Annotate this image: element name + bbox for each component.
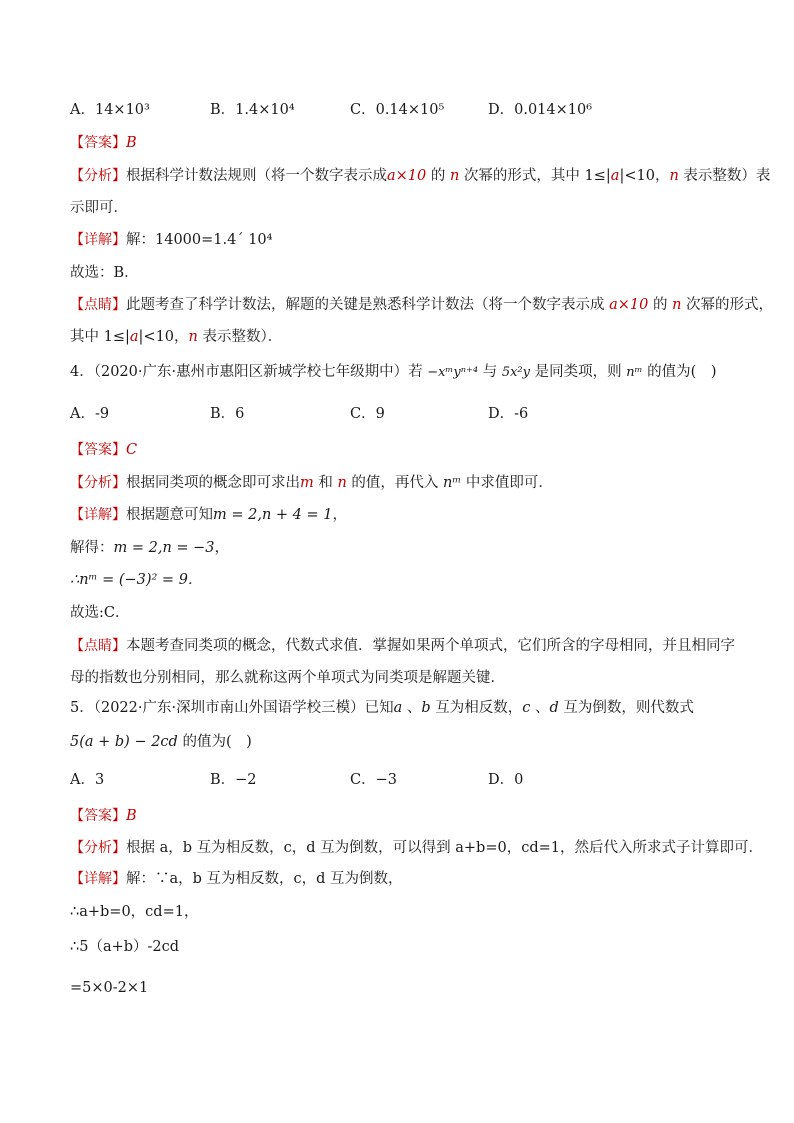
q4-detail (70, 505, 724, 525)
math-expr: a×10 (387, 168, 427, 184)
q3-comment-line1 (70, 295, 774, 315)
math-var: n (669, 168, 679, 184)
q4-analysis (70, 473, 724, 493)
analysis-text: 的值，再代入 (346, 475, 444, 491)
q4-comment-line1 (70, 636, 735, 656)
question-text: 互为相反数， (430, 700, 523, 716)
q4-option-d: D．-6 (488, 406, 529, 422)
comment-text: 其中 1≤| (70, 329, 130, 345)
question-text: 与 (478, 364, 502, 380)
answer-label: 【答案】 (70, 135, 126, 151)
math-var: b (421, 700, 431, 716)
analysis-text: 的 (426, 168, 450, 184)
question-text: 5．（2022·广东·深圳市南山外国语学校三模）已知 (70, 700, 394, 716)
question-text: 是同类项，则 (529, 364, 627, 380)
q5-answer (70, 806, 724, 826)
detail-text: ， (332, 507, 347, 523)
analysis-label: 【分析】 (70, 840, 126, 856)
solve-text: ， (214, 540, 230, 556)
q4-therefore: ∴nᵐ = (−3)² = 9． (70, 572, 203, 588)
math-var: n (188, 329, 198, 345)
q5-option-c: C．−3 (350, 772, 397, 788)
comment-label: 【点睛】 (70, 638, 126, 654)
comment-text: 次幂的形式， (681, 297, 774, 313)
q3-detail (70, 230, 724, 250)
question-text: 的值为( ) (642, 364, 717, 380)
q5-stem-line2 (70, 732, 724, 752)
analysis-text: |<10， (619, 168, 670, 184)
question-text: 、 (530, 700, 550, 716)
q5-detail (70, 869, 724, 889)
math-var: d (549, 700, 559, 716)
q5-step1: ∴a+b=0，cd=1， (70, 904, 199, 920)
analysis-text: 根据科学计数法规则（将一个数字表示成 (126, 168, 387, 184)
question-text: 4．（2020·广东·惠州市惠阳区新城学校七年级期中）若 (70, 364, 428, 380)
q4-option-b: B．6 (210, 406, 245, 422)
answer-label: 【答案】 (70, 442, 126, 458)
q4-comment-line2: 母的指数也分别相同，那么就称这两个单项式为同类项是解题关键． (70, 670, 505, 686)
detail-text: 根据题意可知 (126, 507, 213, 523)
q3-analysis-line1 (70, 166, 771, 186)
question-text: 、 (402, 700, 422, 716)
answer-value: C (126, 442, 138, 458)
comment-text: |<10， (138, 329, 189, 345)
answer-label: 【答案】 (70, 808, 126, 824)
q4-option-a: A．-9 (70, 406, 110, 422)
q5-analysis (70, 838, 763, 858)
question-text: 的值为( ) (177, 734, 252, 750)
detail-label: 【详解】 (70, 232, 126, 248)
math-expr: a×10 (609, 297, 649, 313)
analysis-text: 表示整数）表 (678, 168, 771, 184)
math-expr: m = 2,n = −3 (113, 540, 215, 556)
comment-text: 的 (648, 297, 673, 313)
math-var: a (129, 329, 139, 345)
q5-step3: =5×0-2×1 (70, 980, 149, 996)
math-var: c (522, 700, 531, 716)
q3-option-a: A．14×10³ (70, 102, 150, 118)
math-var: a (393, 700, 403, 716)
math-expr: 5x²y (501, 365, 530, 380)
answer-value: B (126, 808, 137, 824)
math-var: a (610, 168, 620, 184)
math-var: n (672, 297, 682, 313)
q4-solve (70, 538, 724, 558)
math-expr: nᵐ (626, 365, 643, 380)
q3-comment-line2 (70, 327, 724, 347)
analysis-text: 次幂的形式，其中 1≤| (459, 168, 611, 184)
analysis-label: 【分析】 (70, 168, 126, 184)
q3-answer (70, 133, 724, 153)
detail-text: 解：∵a，b 互为相反数，c，d 互为倒数， (126, 871, 403, 887)
q3-option-d: D．0.014×10⁶ (488, 102, 593, 118)
analysis-text: 根据 a，b 互为相反数，c，d 互为倒数，可以得到 a+b=0，cd=1，然后代入所求式子计算即可． (126, 840, 763, 856)
comment-text: 此题考查了科学计数法，解题的关键是熟悉科学计数法（将一个数字表示成 (126, 297, 610, 313)
math-expr: m = 2,n + 4 = 1 (213, 507, 333, 523)
detail-label: 【详解】 (70, 871, 126, 887)
math-expr: 5(a + b) − 2cd (70, 734, 178, 750)
comment-text: 表示整数）． (197, 329, 283, 345)
q3-option-c: C．0.14×10⁵ (350, 102, 445, 118)
analysis-text: 中求值即可． (461, 475, 553, 491)
math-var: n (337, 475, 347, 491)
comment-label: 【点睛】 (70, 297, 126, 313)
analysis-label: 【分析】 (70, 475, 126, 491)
q5-option-a: A．3 (70, 772, 105, 788)
answer-value: B (126, 135, 137, 151)
analysis-text: 根据同类项的概念即可求出 (126, 475, 300, 491)
detail-text: 解：14000=1.4´ 10⁴ (126, 232, 273, 248)
q3-choice: 故选：B． (70, 265, 139, 281)
math-expr: −xᵐyⁿ⁺⁴ (427, 365, 479, 380)
q4-choice: 故选:C． (70, 605, 130, 621)
math-expr: nᵐ (443, 475, 462, 491)
math-var: n (449, 168, 460, 184)
comment-text: 本题考查同类项的概念，代数式求值．掌握如果两个单项式，它们所含的字母相同，并且相同字 (126, 638, 735, 654)
q5-stem-line1 (70, 698, 724, 718)
analysis-text: 和 (313, 475, 338, 491)
q4-option-c: C．9 (350, 406, 385, 422)
q5-step2: ∴5（a+b）-2cd (70, 939, 180, 955)
q5-option-b: B．−2 (210, 772, 257, 788)
math-var: m (300, 475, 314, 491)
solve-label: 解得： (70, 540, 114, 556)
q4-stem (70, 362, 724, 383)
q3-option-b: B．1.4×10⁴ (210, 102, 295, 118)
q5-option-d: D．0 (488, 772, 524, 788)
question-text: 互为倒数，则代数式 (558, 700, 694, 716)
q3-analysis-line2: 示即可． (70, 200, 128, 216)
detail-label: 【详解】 (70, 507, 126, 523)
q4-answer (70, 440, 724, 460)
